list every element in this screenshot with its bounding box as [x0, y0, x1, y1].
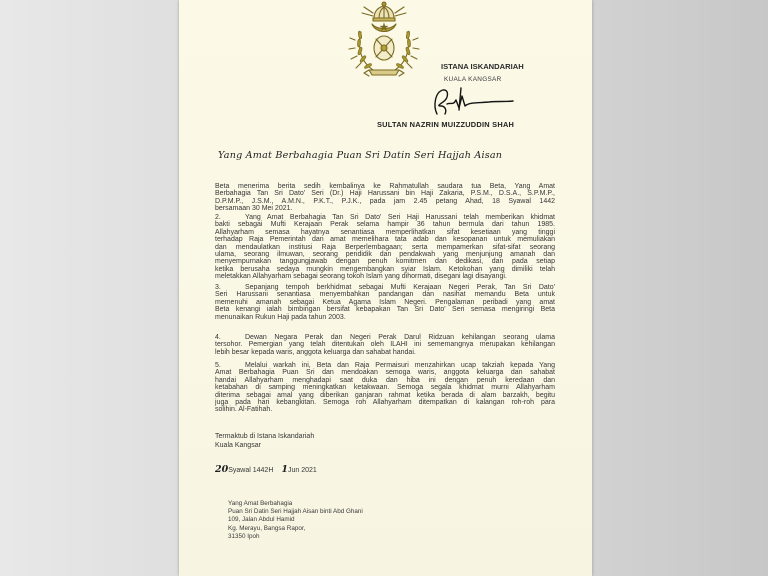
body-line: handai Allahyarham menghadapi saat duka dan hiba ini dengan penuh keredaan dan	[215, 376, 555, 384]
body-line: dan mendaulatkan institusi Raja Berperlembagaan; serta mempamerkan sifat-sifat seorang	[215, 243, 555, 251]
paragraph-3	[215, 284, 555, 321]
recipient-address	[228, 500, 363, 541]
address-line: Kg. Merayu, Bangsa Rapor,	[228, 524, 306, 532]
signature-icon	[429, 84, 519, 120]
body-line: menyempurnakan tanggungjawab dengan penuh komitmen dan dedikasi, dan pada setiap	[215, 258, 555, 266]
paragraph-5	[215, 362, 555, 414]
paragraph-1	[215, 183, 555, 213]
body-line: ketabahan di samping meningkatkan ketakwaan. Semoga segala khidmat murni Allahyarham	[215, 384, 555, 392]
letter-date	[215, 465, 317, 476]
body-line: ketika berusaha sedaya mungkin mengembangkan syiar Islam. Ketokohan yang dimiliki telah	[215, 265, 555, 273]
letter-paper	[179, 0, 592, 576]
paragraph-2	[215, 214, 555, 281]
body-line: Amat Berbahagia Puan Sri dan mendoakan semoga waris, anggota keluarga dan sahabat	[215, 369, 555, 377]
body-line: Sepanjang tempoh berkhidmat sebagai Mufti Kerajaan Negeri Perak, Tan Sri Dato'	[245, 284, 555, 291]
paragraph-number: 3.	[215, 284, 221, 291]
body-line: Beta menerima berita sedih kembalinya ke Rahmatullah saudara tua Beta, Yang Amat	[215, 183, 555, 190]
body-line: Yang Amat Berbahagia Tan Sri Dato' Seri Haji Harussani telah memberikan khidmat	[245, 214, 555, 221]
closing-place-line2: Kuala Kangsar	[215, 442, 261, 449]
body-line: Dewan Negara Perak dan Negeri Perak Darul Ridzuan kehilangan seorang ulama	[245, 334, 555, 341]
letterhead-city: KUALA KANGSAR	[444, 76, 502, 83]
paragraph-number: 2.	[215, 214, 221, 221]
body-line: Berbahagia Tan Sri Dato' Seri (Dr.) Haji Harussani bin Haji Zakaria, P.S.M., D.S.A., S.P.M.P.,	[215, 190, 555, 198]
body-line: Allahyarham semasa hayatnya senantiasa memperlihatkan sifat kesetiaan yang tinggi	[215, 228, 555, 236]
address-line: 109, Jalan Abdul Hamid	[228, 516, 295, 524]
body-line: ulama, seorang ilmuwan, seorang pendidik dan pendakwah yang menjunjung amanah dan	[215, 250, 555, 258]
body-line: menunaikan Rukun Haji pada tahun 2003.	[215, 313, 346, 321]
address-line: Yang Amat Berbahagia	[228, 500, 293, 507]
body-line: D.P.M.P., J.S.M., A.M.N., P.K.T., P.J.K., pada jam 2.45 petang Ahad, 18 Syawal 1442	[215, 197, 555, 205]
body-line: Beta kenangi ialah bimbingan bersifat kebapakan Tan Sri Dato' Seri semasa mengiringi Beta	[215, 306, 555, 314]
body-line: juga pada hari kebangkitan. Semoga roh Allahyarham ditempatkan di kalangan roh-roh para	[215, 398, 555, 406]
body-line: lebih besar kepada waris, anggota keluarga dan sahabat handai.	[215, 348, 416, 356]
body-line: diterima sebagai amal yang diberikan ganjaran rahmat ketika berada di alam barzakh, begitu	[215, 391, 555, 399]
body-line: memenuhi amanah sebagai Ketua Agama Islam Negeri. Pengalaman peribadi yang amat	[215, 298, 555, 306]
body-line: bakti sebagai Mufti Kerajaan Perak selama hampir 36 tahun bermula dari tahun 1985.	[215, 221, 555, 229]
letterhead-palace: ISTANA ISKANDARIAH	[441, 62, 524, 71]
body-line: Seri Harussani senantiasa menyembahkan pandangan dan nasihat memandu Beta untuk	[215, 291, 555, 299]
date-hijri-rest: Syawal 1442H	[228, 467, 274, 474]
paragraph-number: 4.	[215, 334, 221, 341]
body-line: meletakkan Allahyarham sebagai seorang tokoh Islam yang dihormati, disegani lagi disayangi.	[215, 273, 507, 281]
paragraph-number: 5.	[215, 362, 221, 369]
body-line: terhadap Raja Pemerintah dan amat memelihara tata adab dan kesopanan untuk memuliakan	[215, 236, 555, 244]
body-line: bersamaan 30 Mei 2021.	[215, 205, 293, 213]
salutation: Yang Amat Berbahagia Puan Sri Datin Seri Hajjah Aisan	[218, 150, 503, 161]
body-line: tersohor. Pemergian yang telah ditentukan oleh ILAHI ini sememangnya merupakan kehilangan	[215, 341, 555, 349]
address-line: Puan Sri Datin Seri Hajjah Aisan binti Abd Ghani	[228, 508, 363, 516]
closing-place-line1: Termaktub di Istana Iskandariah	[215, 433, 315, 440]
body-line: Melalui warkah ini, Beta dan Raja Permaisuri menzahirkan ucap takziah kepada Yang	[245, 362, 555, 369]
paragraph-4	[215, 334, 555, 356]
date-hijri-day: 20	[215, 464, 229, 475]
date-greg-rest: Jun 2021	[288, 467, 317, 474]
royal-crest-icon	[343, 0, 425, 78]
body-line: solihin. Al-Fatihah.	[215, 406, 273, 414]
address-line: 31350 Ipoh	[228, 532, 260, 540]
letterhead-signatory: SULTAN NAZRIN MUIZZUDDIN SHAH	[377, 120, 515, 129]
date-greg-day: 1	[281, 464, 288, 475]
